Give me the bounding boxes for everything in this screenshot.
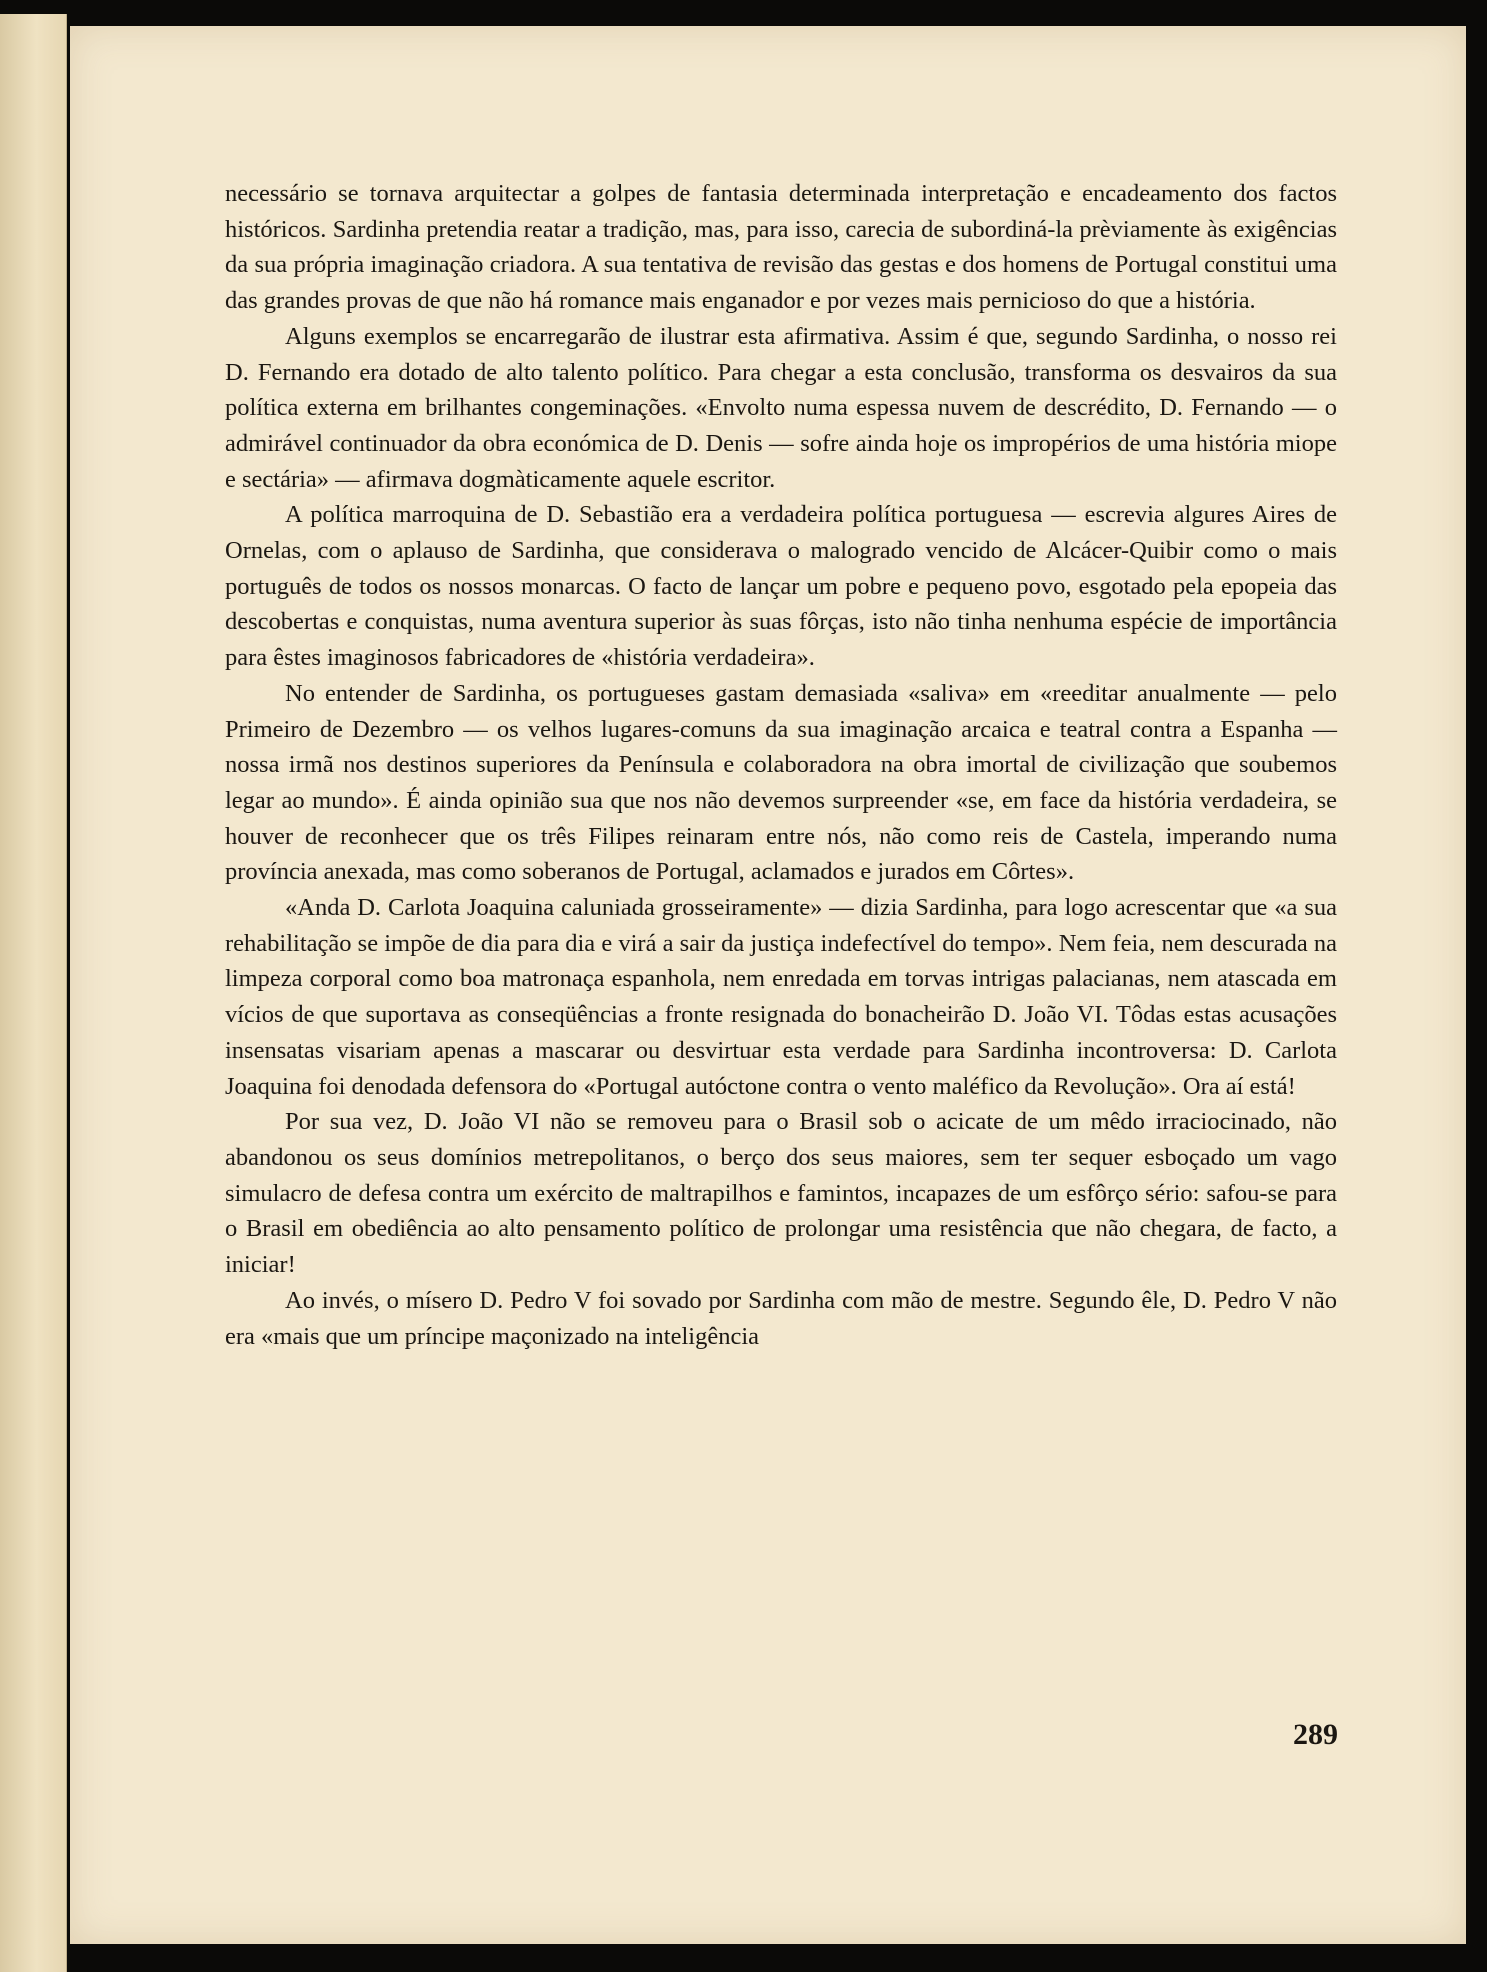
paragraph: necessário se tornava arquitectar a golpes de fantasia determinada interpretação e encadeamento dos factos históricos. Sardinha pretendia reatar a tradição, mas, para isso, carecia de subordiná-la prèviamente às exigências da sua própria imaginação criadora. A sua tentativa de revisão das gestas e dos homens de Portugal constitui uma das grandes provas de que não há romance mais enganador e por vezes mais pernicioso do que a história. [225,180,1337,315]
paragraph: No entender de Sardinha, os portugueses gastam demasiada «saliva» em «reeditar anualmente — pelo Primeiro de Dezembro — os velhos lugares-comuns da sua imaginação arcaica e teatral contra a Espanha — nossa irmã nos destinos superiores da Península e colaboradora na obra imortal de civilização que soubemos legar ao mundo». É ainda opinião sua que nos não devemos surpreender «se, em face da história verdadeira, se houver de reconhecer que os três Filipes reinaram entre nós, não como reis de Castela, imperando numa província anexada, mas como soberanos de Portugal, aclamados e jurados em Côrtes». [225,679,1337,886]
body-text [225,176,1337,1354]
paragraph: Por sua vez, D. João VI não se removeu para o Brasil sob o acicate de um mêdo irraciocinado, não abandonou os seus domínios metrepolitanos, o berço dos seus maiores, sem ter sequer esboçado um vago simulacro de defesa contra um exército de maltrapilhos e famintos, incapazes de um esfôrço sério: safou-se para o Brasil em obediência ao alto pensamento político de prolongar uma resistência que não chegara, de facto, a iniciar! [225,1108,1337,1279]
paragraph: Ao invés, o mísero D. Pedro V foi sovado por Sardinha com mão de mestre. Segundo êle, D. Pedro V não era «mais que um príncipe maçonizado na inteligência [225,1286,1337,1350]
page-number: 289 [1293,1718,1338,1751]
book-page [70,26,1466,1944]
paragraph: «Anda D. Carlota Joaquina caluniada grosseiramente» — dizia Sardinha, para logo acrescentar que «a sua rehabilitação se impõe de dia para dia e virá a sair da justiça indefectível do tempo». Nem feia, nem descurada na limpeza corporal como boa matronaça espanhola, nem enredada em torvas intrigas palacianas, nem atascada em vícios de que suportava as conseqüências a fronte resignada do bonacheirão D. João VI. Tôdas estas acusações insensatas visariam apenas a mascarar ou desvirtuar esta verdade para Sardinha incontroversa: D. Carlota Joaquina foi denodada defensora do «Portugal autóctone contra o vento maléfico da Revolução». Ora aí está! [225,894,1337,1100]
paragraph: Alguns exemplos se encarregarão de ilustrar esta afirmativa. Assim é que, segundo Sardinha, o nosso rei D. Fernando era dotado de alto talento político. Para chegar a esta conclusão, transforma os desvairos da sua política externa em brilhantes congeminações. «Envolto numa espessa nuvem de descrédito, D. Fernando — o admirável continuador da obra económica de D. Denis — sofre ainda hoje os impropérios de uma história miope e sectária» — afirmava dogmàticamente aquele escritor. [225,322,1337,493]
paragraph: A política marroquina de D. Sebastião era a verdadeira política portuguesa — escrevia algures Aires de Ornelas, com o aplauso de Sardinha, que considerava o malogrado vencido de Alcácer-Quibir como o mais português de todos os nossos monarcas. O facto de lançar um pobre e pequeno povo, esgotado pela epopeia das descobertas e conquistas, numa aventura superior às suas fôrças, isto não tinha nenhuma espécie de importância para êstes imaginosos fabricadores de «história verdadeira». [225,501,1337,672]
book-spine [0,14,67,1972]
